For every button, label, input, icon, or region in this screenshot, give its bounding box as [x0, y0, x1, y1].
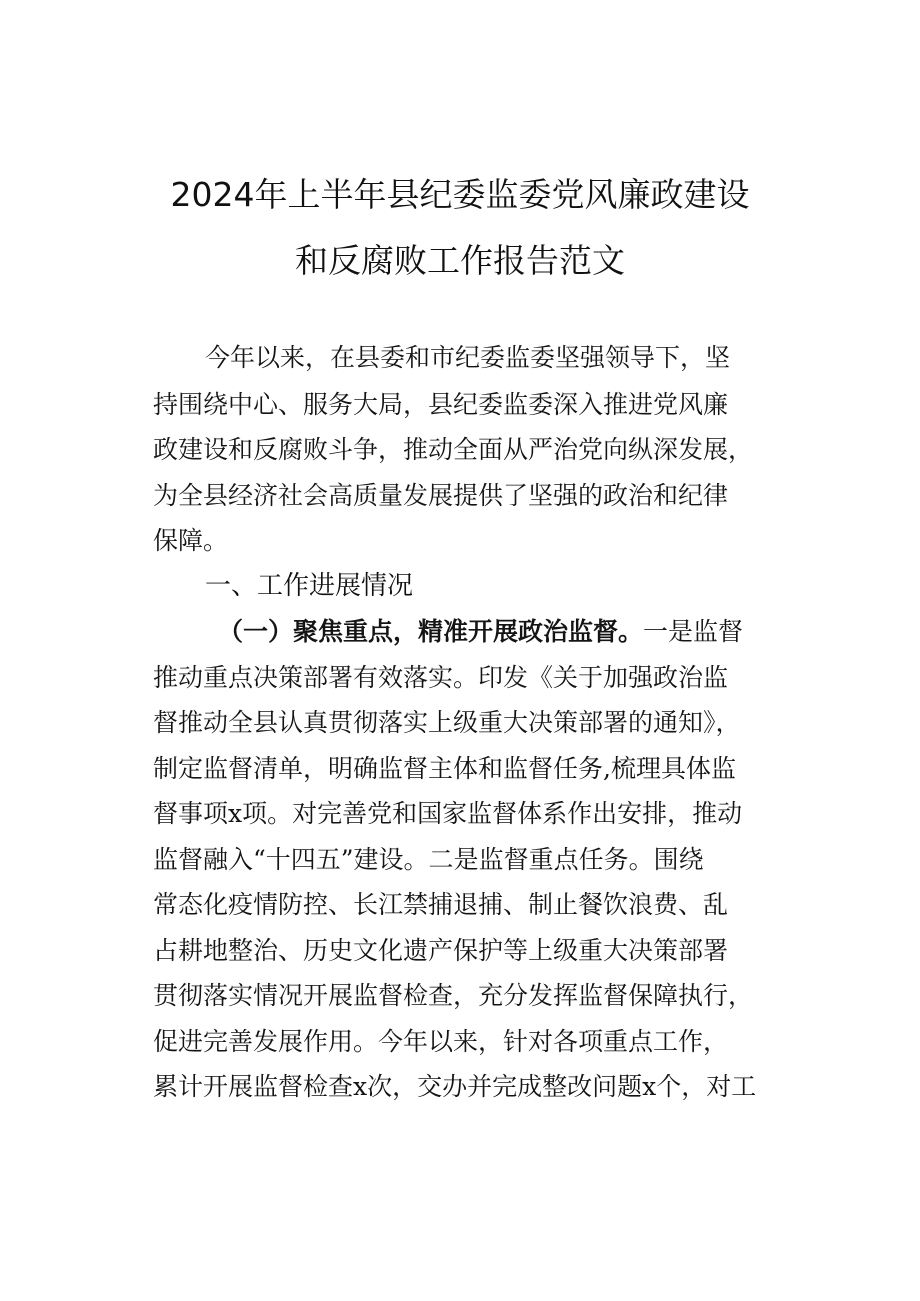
- sub-heading: （一）聚焦重点，精准开展政治监督。: [218, 617, 644, 646]
- intro-line-3: 政建设和反腐败斗争，推动全面从严治党向纵深发展，: [153, 435, 754, 464]
- sub-heading-line: [218, 617, 743, 647]
- section-heading: 一、工作进展情况: [205, 571, 414, 601]
- body-line-10: 促进完善发展作用。今年以来，针对各项重点工作，: [153, 1027, 729, 1056]
- document-title-line-2: 和反腐败工作报告范文: [295, 241, 625, 280]
- body-line-2: 推动重点决策部署有效落实。印发《关于加强政治监: [153, 663, 729, 692]
- document-title-line-1: 2024年上半年县纪委监委党风廉政建设: [170, 175, 750, 214]
- intro-line-1: 今年以来，在县委和市纪委监委坚强领导下，坚: [205, 343, 731, 372]
- body-line-3: 督推动全县认真贯彻落实上级重大决策部署的通知》，: [153, 708, 741, 737]
- body-line-5: 督事项x项。对完善党和国家监督体系作出安排，推动: [153, 799, 743, 828]
- intro-line-2: 持围绕中心、服务大局，县纪委监委深入推进党风廉: [153, 390, 729, 419]
- intro-line-4: 为全县经济社会高质量发展提供了坚强的政治和纪律: [153, 481, 729, 510]
- intro-line-5: 保障。: [153, 526, 229, 555]
- body-line-4: 制定监督清单，明确监督主体和监督任务,梳理具体监: [153, 754, 736, 783]
- body-line-8: 占耕地整治、历史文化遗产保护等上级重大决策部署: [153, 936, 729, 965]
- body-line-6: 监督融入“十四五”建设。二是监督重点任务。围绕: [153, 845, 704, 874]
- body-line-9: 贯彻落实情况开展监督检查，充分发挥监督保障执行，: [153, 981, 754, 1010]
- body-line-7: 常态化疫情防控、长江禁捕退捕、制止餐饮浪费、乱: [153, 890, 729, 919]
- body-line-1-rest: 一是监督: [643, 617, 744, 646]
- body-line-11: 累计开展监督检查x次，交办并完成整改问题x个，对工: [153, 1072, 757, 1101]
